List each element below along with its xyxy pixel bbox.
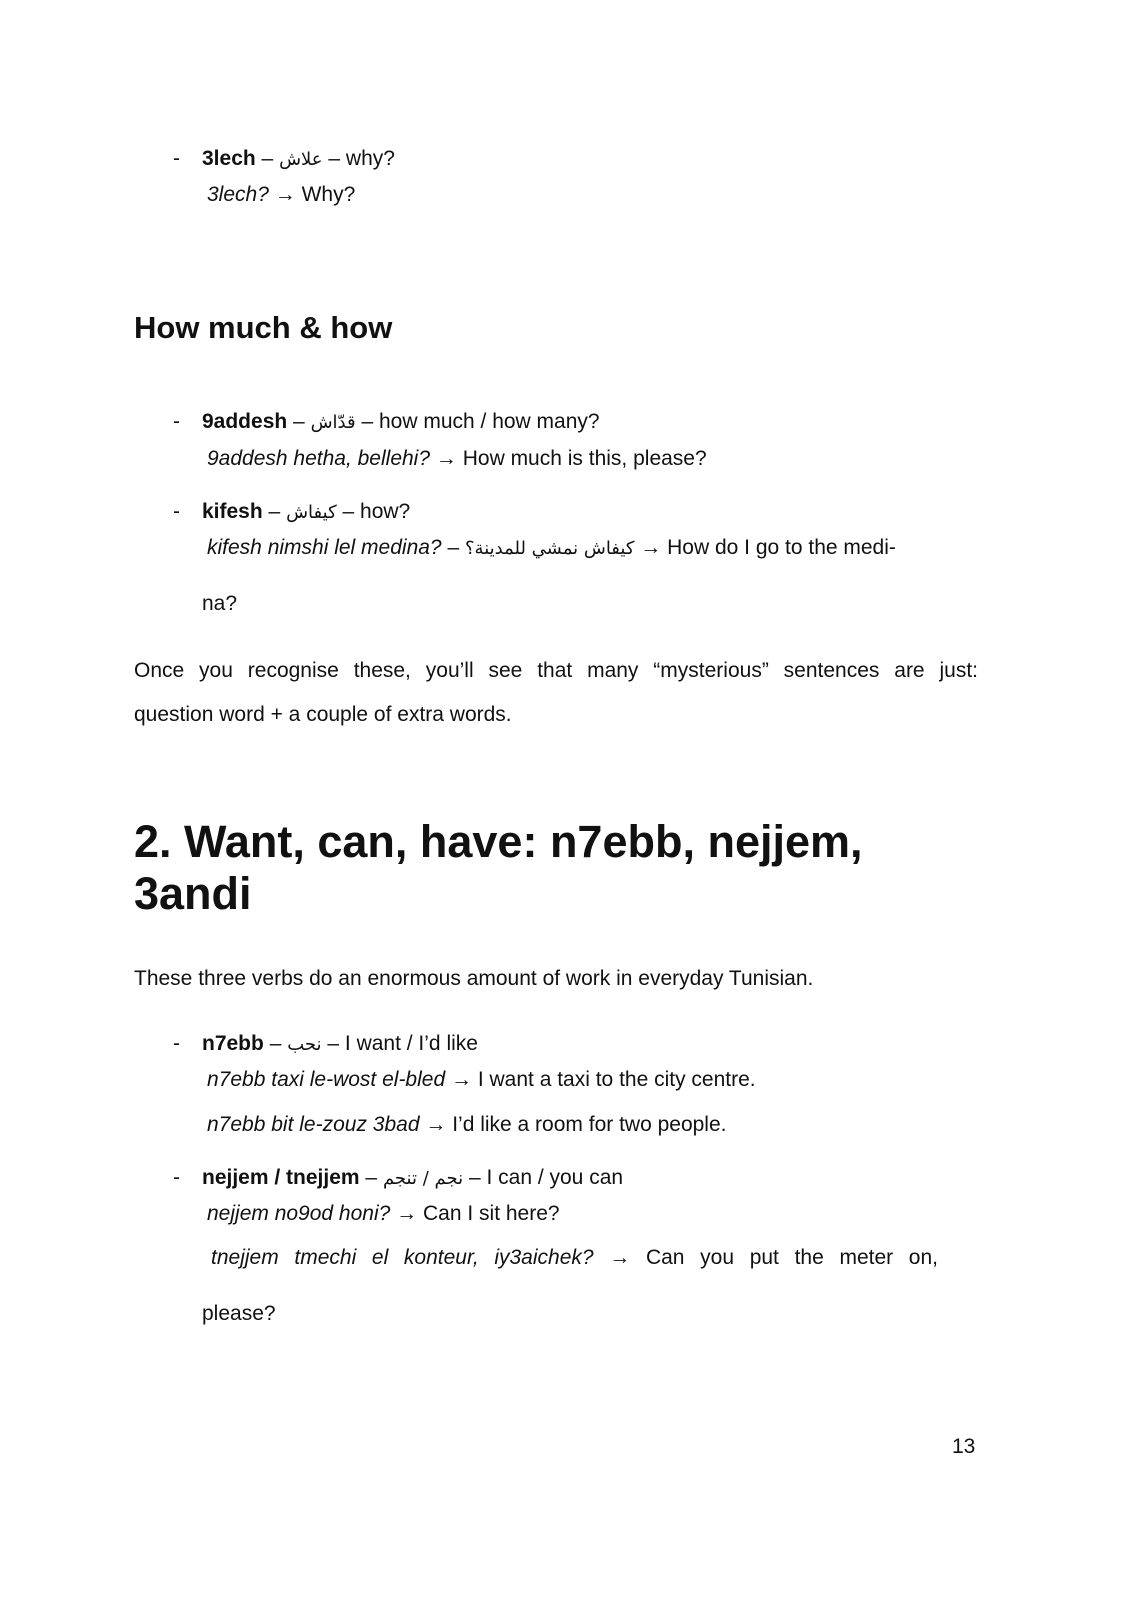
separator: – [342,500,355,523]
arabic-term: نجم / تنجم [382,1168,464,1189]
paragraph-line: Once you recognise these, you’ll see that many “mysterious” sentences are just: [134,659,978,682]
bullet-dash: - [173,1032,180,1055]
separator: – [293,410,305,433]
separator: – [361,410,374,433]
arrow-icon: → [274,183,296,206]
example-translation: How do I go to the medi- [667,536,896,559]
example-line [211,1245,938,1271]
vocab-entry-n7ebb [202,1031,478,1058]
arabic-term: قدّاش [310,412,356,433]
vocab-entry-9addesh [202,409,600,436]
chapter-heading: 2. Want, can, have: n7ebb, nejjem, 3andi [134,816,863,919]
arrow-icon: → [609,1246,631,1269]
example-translation-continued: please? [202,1302,276,1325]
arrow-icon: → [640,536,662,559]
separator: – [468,1166,481,1189]
meaning: why? [345,147,395,170]
arrow-icon: → [396,1202,418,1225]
example-translation: I’d like a room for two people. [452,1113,727,1136]
bullet-dash: - [173,147,180,170]
example-translation: Why? [301,183,356,206]
example-line [207,1201,560,1227]
example-line [207,1112,727,1138]
example-phrase: kifesh nimshi lel medina? [207,536,442,559]
example-phrase: nejjem no9od honi? [207,1202,391,1225]
meaning: I want / I’d like [344,1032,478,1055]
separator: – [268,500,281,523]
meaning: how much / how many? [378,410,600,433]
example-translation: Can I sit here? [423,1202,560,1225]
example-line [207,446,707,472]
arrow-icon: → [435,447,457,470]
example-translation: Can you put the meter on, [645,1246,938,1269]
vocab-entry-3lech [202,146,395,173]
term: kifesh [202,500,263,523]
term: nejjem / tnejjem [202,1166,360,1189]
intro-paragraph: These three verbs do an enormous amount of work in everyday Tunisian. [134,967,814,990]
vocab-entry-nejjem [202,1165,623,1192]
example-translation: How much is this, please? [462,447,707,470]
page-number: 13 [952,1435,976,1458]
example-phrase: 3lech? [207,183,269,206]
example-arabic: كيفاش نمشي للمدينة؟ [464,538,635,559]
example-translation: I want a taxi to the city centre. [477,1068,756,1091]
bullet-dash: - [173,410,180,433]
example-line [207,182,355,208]
bullet-dash: - [173,500,180,523]
term: 9addesh [202,410,288,433]
separator: – [269,1032,282,1055]
arrow-icon: → [450,1068,472,1091]
example-phrase: n7ebb taxi le-wost el-bled [207,1068,446,1091]
separator: – [365,1166,378,1189]
vocab-entry-kifesh [202,499,410,526]
term: n7ebb [202,1032,264,1055]
separator: – [327,1032,340,1055]
arabic-term: كيفاش [286,502,337,523]
example-phrase: n7ebb bit le-zouz 3bad [207,1113,420,1136]
term: 3lech [202,147,256,170]
example-translation-continued: na? [202,592,238,615]
arabic-term: علاش [279,149,323,170]
arabic-term: نحب [287,1034,322,1055]
example-line [207,535,896,562]
separator: – [328,147,341,170]
example-phrase: tnejjem tmechi el konteur, iy3aichek? [211,1246,594,1269]
example-line [207,1067,756,1093]
section-heading: How much & how [134,310,393,345]
paragraph-line: question word + a couple of extra words. [134,703,512,726]
separator: – [261,147,274,170]
bullet-dash: - [173,1166,180,1189]
meaning: I can / you can [486,1166,624,1189]
separator: – [447,536,460,559]
meaning: how? [360,500,411,523]
arrow-icon: → [425,1113,447,1136]
example-phrase: 9addesh hetha, bellehi? [207,447,431,470]
